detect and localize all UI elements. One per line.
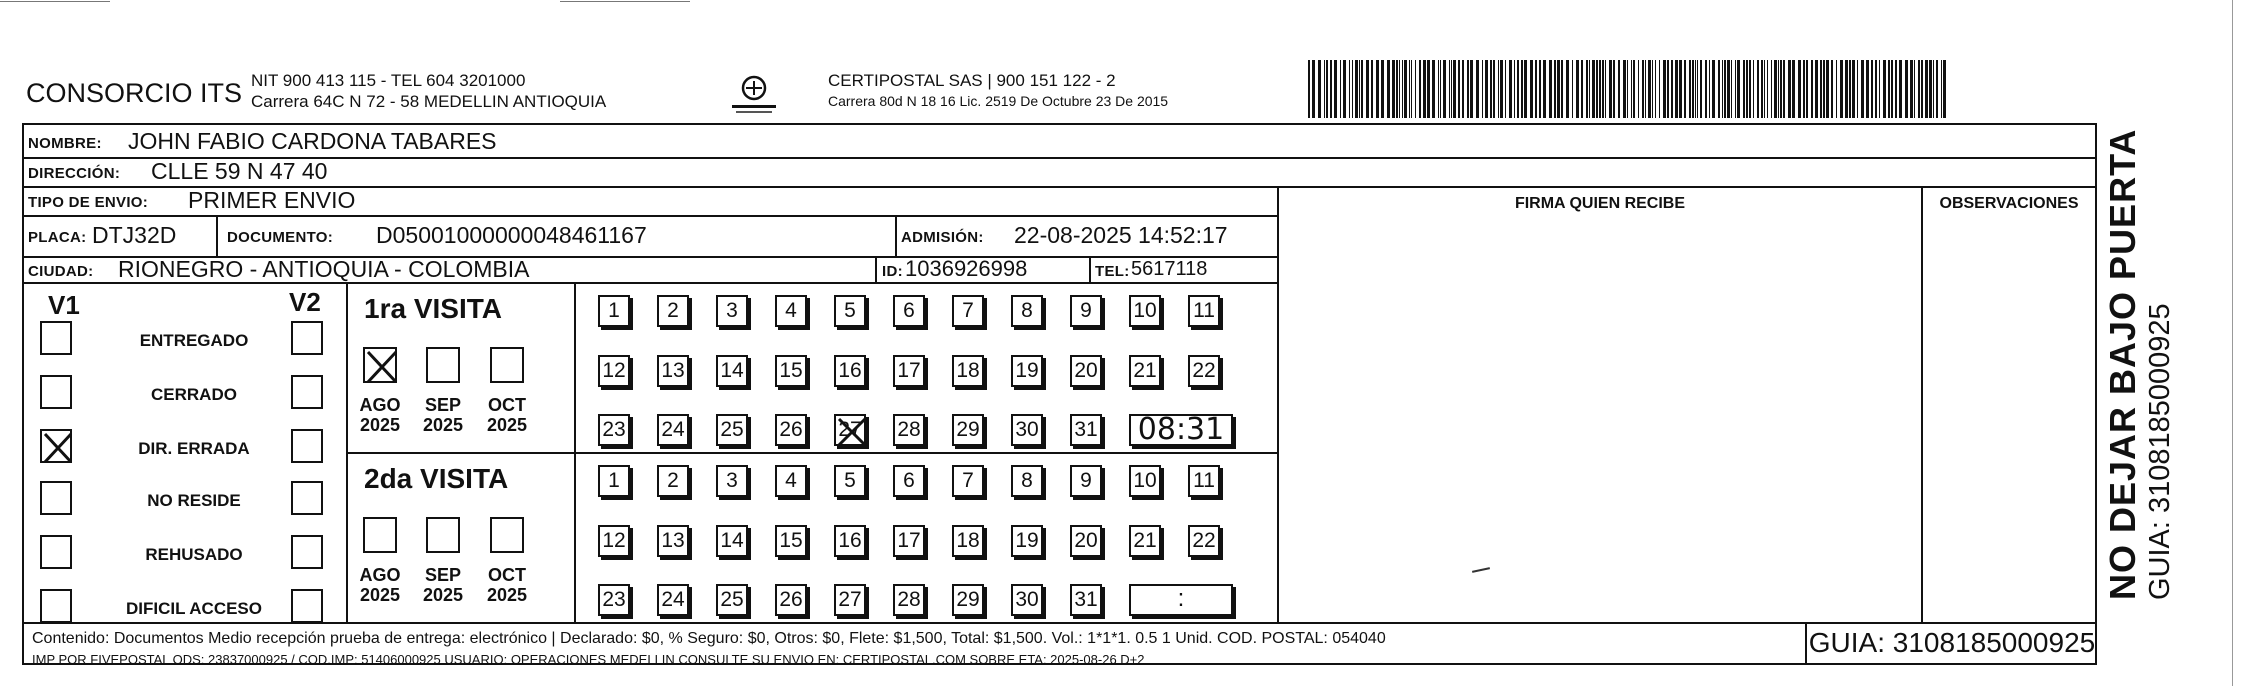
day-box[interactable]: 22 bbox=[1188, 355, 1220, 387]
day-box[interactable]: 3 bbox=[716, 295, 748, 327]
status-label: CERRADO bbox=[151, 385, 237, 404]
day-box[interactable]: 22 bbox=[1188, 525, 1220, 557]
nombre-value: JOHN FABIO CARDONA TABARES bbox=[128, 128, 497, 154]
month-name: OCT bbox=[488, 395, 526, 415]
cell-divider bbox=[1089, 256, 1091, 282]
day-box[interactable]: 23 bbox=[598, 584, 630, 616]
firma-header: FIRMA QUIEN RECIBE bbox=[1514, 195, 1686, 212]
placa-label: PLACA: bbox=[28, 229, 87, 246]
v2-checkbox[interactable] bbox=[291, 481, 323, 515]
first-visit-time[interactable]: 08:31 bbox=[1129, 414, 1233, 446]
month-year: 2025 bbox=[359, 585, 401, 605]
day-box[interactable]: 26 bbox=[775, 584, 807, 616]
day-box[interactable]: 20 bbox=[1070, 525, 1102, 557]
day-box[interactable]: 7 bbox=[952, 295, 984, 327]
day-box[interactable]: 15 bbox=[775, 355, 807, 387]
contenido-text: Contenido: Documentos Medio recepción prueba de entrega: electrónico | Declarado: $0, % Seguro: $0, Otros: $0, Flete: $1,500, Total: $1,500. Vol.: 1*1*1. 0.5 1 Unid. COD. POSTAL: 054040 bbox=[32, 630, 1386, 647]
month-label bbox=[479, 565, 535, 605]
footer-divider bbox=[24, 622, 2095, 624]
day-box[interactable]: 14 bbox=[716, 525, 748, 557]
tel-value: 5617118 bbox=[1131, 258, 1208, 280]
ciudad-value: RIONEGRO - ANTIOQUIA - COLOMBIA bbox=[118, 256, 530, 282]
day-box[interactable]: 16 bbox=[834, 525, 866, 557]
tipo-envio-value: PRIMER ENVIO bbox=[188, 187, 356, 213]
id-value: 1036926998 bbox=[905, 256, 1028, 281]
scan-mark bbox=[1472, 567, 1490, 573]
day-box[interactable]: 15 bbox=[775, 525, 807, 557]
v1-checkbox[interactable] bbox=[40, 481, 72, 515]
day-box[interactable]: 9 bbox=[1070, 465, 1102, 497]
day-box[interactable]: 13 bbox=[657, 525, 689, 557]
day-box[interactable]: 30 bbox=[1011, 584, 1043, 616]
day-box[interactable]: 12 bbox=[598, 525, 630, 557]
v1-header: V1 bbox=[48, 290, 80, 320]
id-label: ID: bbox=[882, 263, 903, 280]
v1-checkbox[interactable] bbox=[40, 535, 72, 569]
month-checkbox[interactable] bbox=[363, 517, 397, 553]
day-box[interactable]: 5 bbox=[834, 295, 866, 327]
no-dejar-bajo-puerta: NO DEJAR BAJO PUERTA bbox=[2102, 128, 2143, 600]
day-box[interactable]: 6 bbox=[893, 295, 925, 327]
month-checkbox[interactable] bbox=[490, 517, 524, 553]
side-guia: GUIA: 3108185000925 bbox=[2144, 303, 2176, 600]
day-box[interactable]: 7 bbox=[952, 465, 984, 497]
month-name: SEP bbox=[424, 395, 462, 415]
nit-line: NIT 900 413 115 - TEL 604 3201000 bbox=[251, 71, 526, 90]
direccion-label: DIRECCIÓN: bbox=[28, 165, 121, 182]
day-box[interactable]: 21 bbox=[1129, 525, 1161, 557]
day-box[interactable]: 18 bbox=[952, 525, 984, 557]
side-notice bbox=[2102, 129, 2177, 600]
month-year: 2025 bbox=[486, 585, 528, 605]
day-box[interactable]: 10 bbox=[1129, 295, 1161, 327]
day-box[interactable]: 1 bbox=[598, 295, 630, 327]
day-number: 27 bbox=[838, 418, 862, 441]
scan-artifact bbox=[2232, 0, 2233, 686]
month-name: OCT bbox=[488, 565, 526, 585]
day-box[interactable]: 25 bbox=[716, 414, 748, 446]
status-label: DIFICIL ACCESO bbox=[125, 599, 262, 618]
day-box[interactable]: 16 bbox=[834, 355, 866, 387]
row-divider bbox=[24, 215, 1277, 217]
delivery-form bbox=[22, 123, 2097, 665]
v2-checkbox[interactable] bbox=[291, 375, 323, 409]
day-box[interactable]: 9 bbox=[1070, 295, 1102, 327]
status-divider bbox=[346, 282, 348, 622]
day-box[interactable]: 29 bbox=[952, 414, 984, 446]
month-checkbox[interactable] bbox=[426, 347, 460, 383]
nombre-label: NOMBRE: bbox=[28, 135, 102, 152]
v1-checkbox[interactable] bbox=[40, 429, 72, 463]
day-box[interactable]: 17 bbox=[893, 355, 925, 387]
impresion-text: IMP POR FIVEPOSTAL ODS: 23837000925 / COD.IMP: 51406000925 USUARIO: OPERACIONES MEDELLIN CONSULTE SU ENVIO EN: CERTIPOSTAL.COM SOBRE ETA: 2025-08-26 D+2 bbox=[32, 652, 1145, 667]
day-box[interactable]: 19 bbox=[1011, 355, 1043, 387]
day-box[interactable]: 8 bbox=[1011, 465, 1043, 497]
tel-label: TEL: bbox=[1095, 263, 1130, 280]
v1-checkbox[interactable] bbox=[40, 321, 72, 355]
direccion-value: CLLE 59 N 47 40 bbox=[151, 158, 328, 184]
day-box[interactable]: 24 bbox=[657, 584, 689, 616]
day-box[interactable]: 14 bbox=[716, 355, 748, 387]
visit-divider bbox=[346, 452, 1277, 454]
day-box[interactable] bbox=[834, 414, 866, 446]
day-box[interactable]: 12 bbox=[598, 355, 630, 387]
v2-checkbox[interactable] bbox=[291, 589, 323, 623]
month-year: 2025 bbox=[486, 415, 528, 435]
cell-divider bbox=[875, 256, 877, 282]
day-box[interactable]: 30 bbox=[1011, 414, 1043, 446]
day-box[interactable]: 25 bbox=[716, 584, 748, 616]
company-info bbox=[251, 70, 606, 112]
day-box[interactable]: 5 bbox=[834, 465, 866, 497]
admision-label: ADMISIÓN: bbox=[901, 229, 984, 246]
tipo-envio-label: TIPO DE ENVIO: bbox=[28, 194, 149, 211]
day-box[interactable]: 2 bbox=[657, 295, 689, 327]
v1-checkbox[interactable] bbox=[40, 375, 72, 409]
row-divider bbox=[24, 157, 2095, 159]
guia-number: GUIA: 3108185000925 bbox=[1808, 627, 2096, 658]
certipostal-name: CERTIPOSTAL SAS | 900 151 122 - 2 bbox=[828, 71, 1116, 90]
certipostal-license: Carrera 80d N 18 16 Lic. 2519 De Octubre 23 De 2015 bbox=[828, 93, 1169, 109]
certipostal-info bbox=[828, 70, 1168, 112]
month-checkbox[interactable] bbox=[426, 517, 460, 553]
month-label bbox=[352, 395, 408, 435]
day-box[interactable]: 11 bbox=[1188, 295, 1220, 327]
documento-label: DOCUMENTO: bbox=[227, 229, 334, 246]
v1-checkbox[interactable] bbox=[40, 589, 72, 623]
ciudad-label: CIUDAD: bbox=[28, 263, 94, 280]
day-box[interactable]: 31 bbox=[1070, 584, 1102, 616]
day-box[interactable]: 31 bbox=[1070, 414, 1102, 446]
day-box[interactable]: 1 bbox=[598, 465, 630, 497]
second-visit-time[interactable]: : bbox=[1129, 584, 1233, 616]
day-box[interactable]: 4 bbox=[775, 465, 807, 497]
certipostal-logo-icon bbox=[724, 72, 784, 122]
day-box[interactable]: 4 bbox=[775, 295, 807, 327]
second-visit-title: 2da VISITA bbox=[364, 463, 509, 494]
day-box[interactable]: 18 bbox=[952, 355, 984, 387]
day-box[interactable]: 28 bbox=[893, 414, 925, 446]
month-name: SEP bbox=[424, 565, 462, 585]
day-box[interactable]: 2 bbox=[657, 465, 689, 497]
day-box[interactable]: 19 bbox=[1011, 525, 1043, 557]
day-box[interactable]: 20 bbox=[1070, 355, 1102, 387]
day-box[interactable]: 13 bbox=[657, 355, 689, 387]
month-year: 2025 bbox=[359, 415, 401, 435]
month-label bbox=[479, 395, 535, 435]
column-divider bbox=[1277, 186, 1279, 622]
month-checkbox[interactable] bbox=[363, 347, 397, 383]
day-box[interactable]: 29 bbox=[952, 584, 984, 616]
admision-value: 22-08-2025 14:52:17 bbox=[1014, 222, 1228, 248]
day-box[interactable]: 27 bbox=[834, 584, 866, 616]
v2-checkbox[interactable] bbox=[291, 535, 323, 569]
day-box[interactable]: 17 bbox=[893, 525, 925, 557]
month-name: AGO bbox=[359, 395, 401, 415]
placa-value: DTJ32D bbox=[92, 222, 177, 248]
v2-header: V2 bbox=[289, 287, 321, 317]
month-label bbox=[415, 395, 471, 435]
v2-checkbox[interactable] bbox=[291, 321, 323, 355]
status-label: NO RESIDE bbox=[147, 491, 241, 510]
month-year: 2025 bbox=[422, 415, 464, 435]
scan-artifact bbox=[560, 1, 690, 2]
day-box[interactable]: 21 bbox=[1129, 355, 1161, 387]
month-label bbox=[415, 565, 471, 605]
v2-checkbox[interactable] bbox=[291, 429, 323, 463]
address-line: Carrera 64C N 72 - 58 MEDELLIN ANTIOQUIA bbox=[251, 92, 607, 111]
months-divider bbox=[574, 282, 576, 622]
month-name: AGO bbox=[359, 565, 401, 585]
month-label bbox=[352, 565, 408, 605]
column-divider bbox=[1921, 186, 1923, 622]
day-box[interactable]: 11 bbox=[1188, 465, 1220, 497]
status-label: DIR. ERRADA bbox=[138, 439, 250, 458]
company-name: CONSORCIO ITS bbox=[26, 78, 243, 108]
documento-value: D05001000000048461167 bbox=[376, 222, 647, 248]
day-box[interactable]: 26 bbox=[775, 414, 807, 446]
cell-divider bbox=[895, 215, 897, 256]
day-box[interactable]: 3 bbox=[716, 465, 748, 497]
scan-artifact bbox=[0, 1, 110, 2]
status-label: ENTREGADO bbox=[139, 331, 249, 350]
observaciones-header: OBSERVACIONES bbox=[1939, 195, 2079, 212]
day-box[interactable]: 6 bbox=[893, 465, 925, 497]
day-box[interactable]: 10 bbox=[1129, 465, 1161, 497]
day-box[interactable]: 23 bbox=[598, 414, 630, 446]
first-visit-title: 1ra VISITA bbox=[364, 293, 502, 324]
day-box[interactable]: 8 bbox=[1011, 295, 1043, 327]
month-checkbox[interactable] bbox=[490, 347, 524, 383]
day-box[interactable]: 24 bbox=[657, 414, 689, 446]
day-box[interactable]: 28 bbox=[893, 584, 925, 616]
month-year: 2025 bbox=[422, 585, 464, 605]
cell-divider bbox=[216, 215, 218, 256]
barcode-icon bbox=[1308, 60, 1948, 118]
status-label: REHUSADO bbox=[145, 545, 243, 564]
